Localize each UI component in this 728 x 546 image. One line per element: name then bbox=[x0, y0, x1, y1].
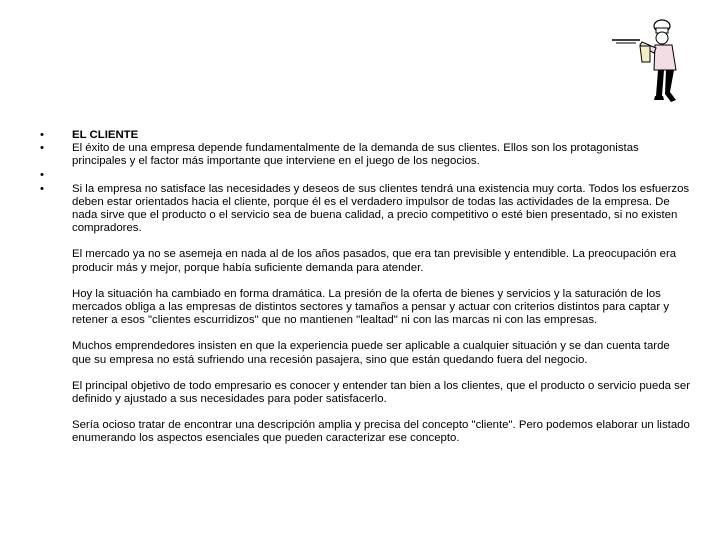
bullet: • bbox=[40, 129, 44, 141]
paragraph: El mercado ya no se asemeja en nada al de los años pasados, que era tan previsible y entendible. La preocupación era producir más y mejor, porque había suficiente demanda para atender. bbox=[72, 248, 677, 274]
waiter-icon bbox=[610, 18, 692, 104]
bullet: • bbox=[40, 142, 44, 155]
bullet-list bbox=[40, 129, 690, 446]
list-item bbox=[40, 183, 690, 446]
list-item bbox=[40, 129, 690, 142]
paragraph: Sería ocioso tratar de encontrar una descripción amplia y precisa del concepto "cliente". Pero podemos elaborar un listado enumerando los aspectos esenciales que pueden caracterizar ese concepto. bbox=[72, 419, 690, 445]
intro-text: El éxito de una empresa depende fundamentalmente de la demanda de sus clientes. Ellos son los protagonistas principales y el factor más importante que interviene en el juego de los negocios. bbox=[72, 142, 639, 168]
bullet: • bbox=[40, 168, 44, 181]
paragraph: Muchos emprendedores insisten en que la experiencia puede ser aplicable a cualquier situación y se dan cuenta tarde que su empresa no está sufriendo una recesión pasajera, sino que están quedando fuera del negocio. bbox=[72, 340, 670, 366]
paragraph: Hoy la situación ha cambiado en forma dramática. La presión de la oferta de bienes y servicios y la saturación de los mercados obliga a las empresas de distintos sectores y tamaños a pensar y actuar con criterios distintos para captar y retener a esos "clientes escurridizos" que no mantienen "lealtad" ni con las marcas ni con las empresas. bbox=[72, 287, 670, 327]
list-item-empty bbox=[40, 169, 690, 183]
paragraph: Si la empresa no satisface las necesidades y deseos de sus clientes tendrá una existencia muy corta. Todos los esfuerzos deben estar orientados hacia el cliente, porque él es el verdadero impulsor de todas las actividades de la empresa. De nada sirve que el producto o el servicio sea de buena calidad, a precio competitivo o esté bien presentado, si no existen compradores. bbox=[72, 182, 690, 235]
paragraph: El principal objetivo de todo empresario es conocer y entender tan bien a los clientes, que el producto o servicio pueda ser definido y ajustado a sus necesidades para poder satisfacerlo. bbox=[72, 379, 690, 406]
slide-heading: EL CLIENTE bbox=[72, 129, 139, 141]
body-paragraphs bbox=[72, 183, 690, 446]
bullet: • bbox=[40, 182, 44, 195]
list-item bbox=[40, 142, 690, 168]
